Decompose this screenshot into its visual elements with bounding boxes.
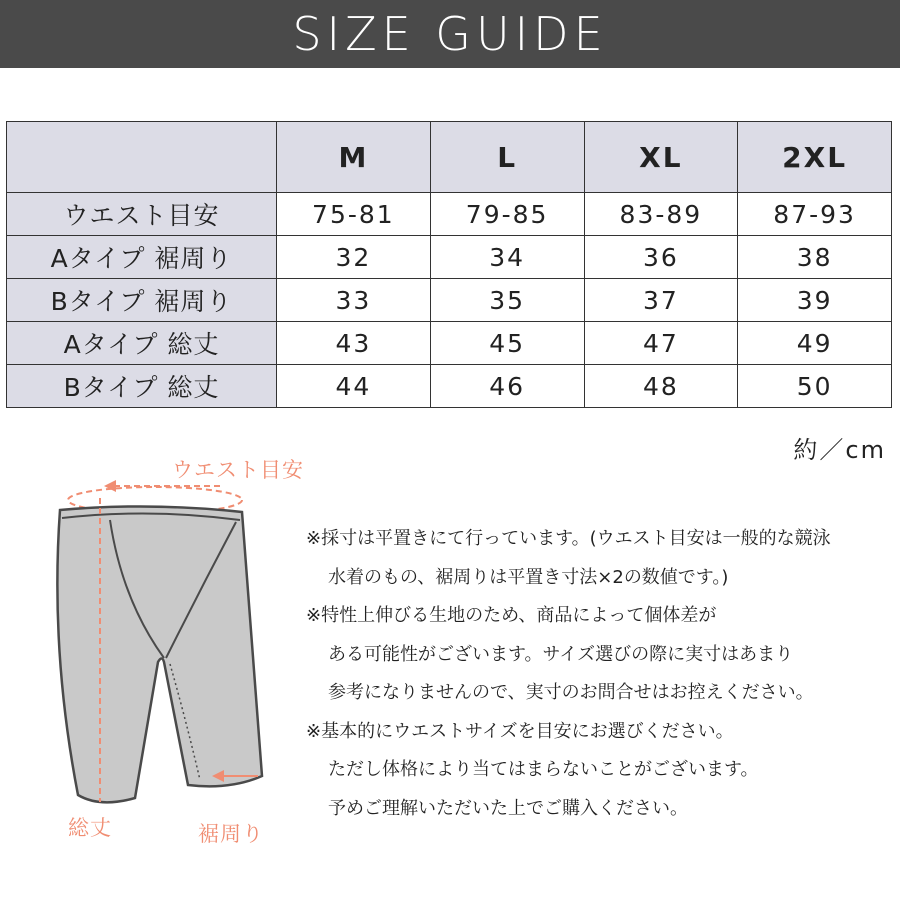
table-cell: 48 [584, 365, 738, 408]
note-line: ある可能性がございます。サイズ選びの際に実寸はあまり [328, 643, 794, 665]
table-row [7, 322, 892, 365]
table-row [7, 365, 892, 408]
table-cell: 47 [584, 322, 738, 365]
size-table [6, 121, 892, 408]
note-line: 参考になりませんので、実寸のお問合せはお控えください。 [328, 682, 814, 703]
table-cell: 45 [430, 322, 584, 365]
table-cell: 87-93 [738, 193, 892, 236]
table-cell: 50 [738, 365, 892, 408]
table-corner-cell [7, 122, 277, 193]
table-cell: 39 [738, 279, 892, 322]
table-cell: 79-85 [430, 193, 584, 236]
table-row [7, 193, 892, 236]
note-line: ※採寸は平置きにて行っています。(ウエスト目安は一般的な競泳 [306, 528, 831, 549]
table-cell: 32 [277, 236, 431, 279]
column-header-2xl: 2XL [738, 122, 892, 193]
note-line: ただし体格により当てはまらないことがございます。 [328, 759, 759, 780]
table-header-row [7, 122, 892, 193]
page-title: SIZE GUIDE [292, 7, 608, 61]
column-header-l: L [430, 122, 584, 193]
length-label: 総丈 [68, 816, 112, 840]
table-cell: 49 [738, 322, 892, 365]
note-line: 予めご理解いただいた上でご購入ください。 [328, 797, 688, 819]
row-label: Bタイプ 総丈 [7, 365, 277, 408]
row-label: Aタイプ 裾周り [7, 236, 277, 279]
note-line: ※基本的にウエストサイズを目安にお選びください。 [306, 720, 734, 742]
table-cell: 44 [277, 365, 431, 408]
waist-label: ウエスト目安 [172, 458, 304, 482]
note-line: ※特性上伸びる生地のため、商品によって個体差が [306, 605, 717, 626]
table-cell: 46 [430, 365, 584, 408]
table-cell: 83-89 [584, 193, 738, 236]
column-header-m: M [277, 122, 431, 193]
table-cell: 36 [584, 236, 738, 279]
table-cell: 75-81 [277, 193, 431, 236]
table-row [7, 279, 892, 322]
table-cell: 34 [430, 236, 584, 279]
notes-block [306, 524, 896, 832]
table-cell: 33 [277, 279, 431, 322]
table-cell: 38 [738, 236, 892, 279]
row-label: ウエスト目安 [7, 193, 277, 236]
note-line: 水着のもの、裾周りは平置き寸法×2の数値です。) [328, 566, 729, 588]
garment-diagram [40, 450, 320, 850]
table-cell: 43 [277, 322, 431, 365]
header-bar [0, 0, 900, 68]
table-row [7, 236, 892, 279]
shorts-illustration [40, 450, 320, 850]
hem-label: 裾周り [198, 822, 264, 846]
table-cell: 35 [430, 279, 584, 322]
unit-label: 約／cm [793, 436, 886, 464]
column-header-xl: XL [584, 122, 738, 193]
row-label: Aタイプ 総丈 [7, 322, 277, 365]
row-label: Bタイプ 裾周り [7, 279, 277, 322]
table-cell: 37 [584, 279, 738, 322]
